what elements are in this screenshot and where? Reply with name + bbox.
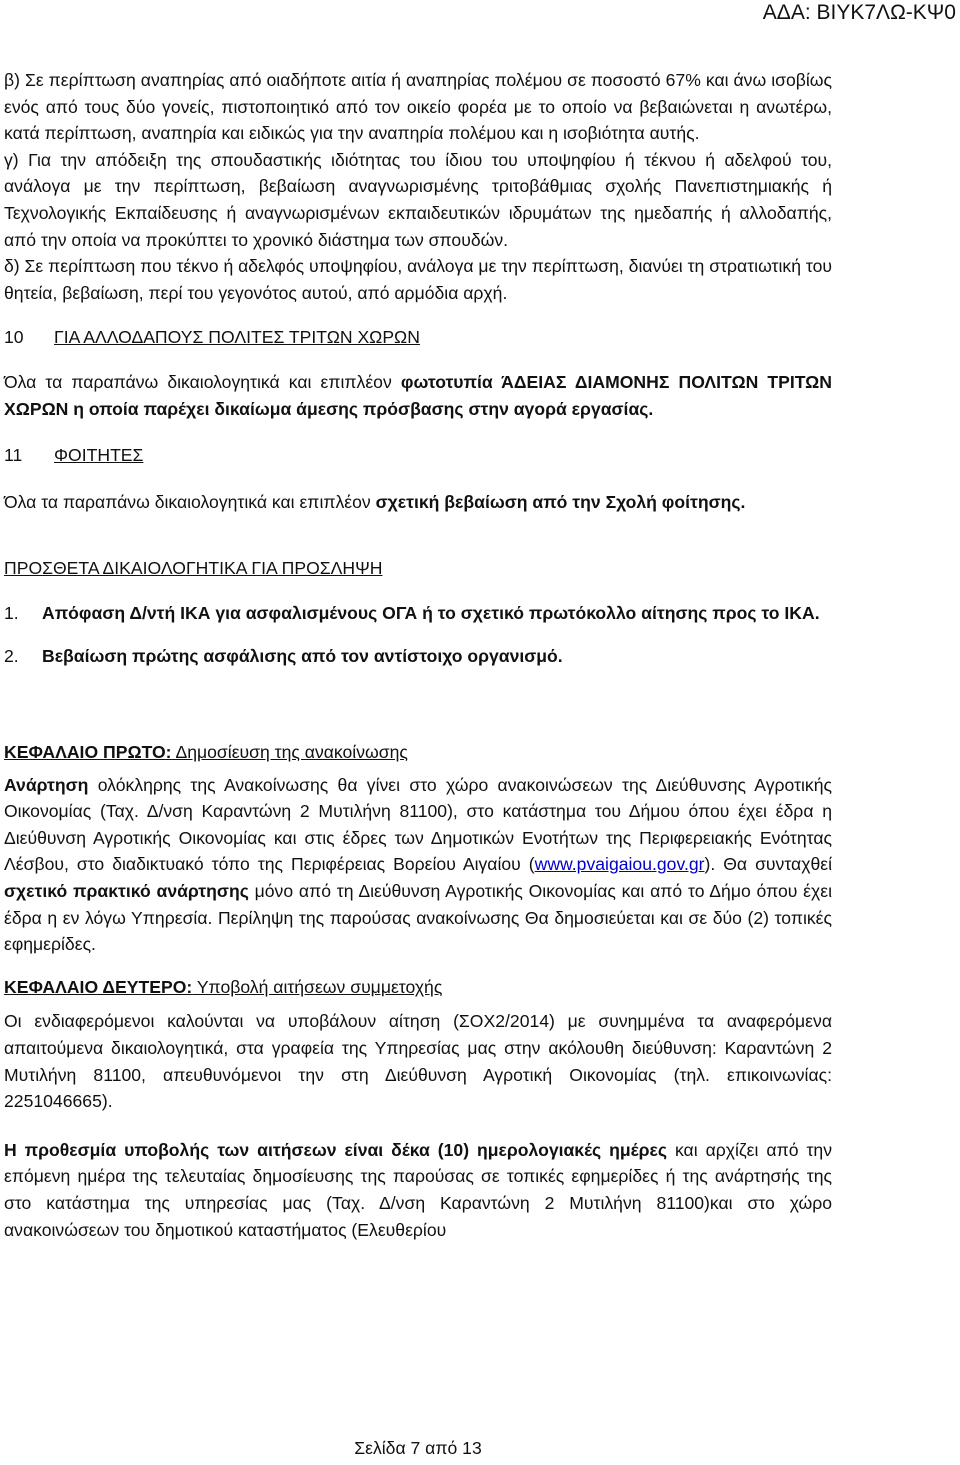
paragraph-d: δ) Σε περίπτωση που τέκνο ή αδελφός υποψηφίου, ανάλογα με την περίπτωση, διανύει τη στρατιωτική του θητεία, βεβαίωση, περί του γεγονότος αυτού, από αρμόδια αρχή. <box>4 256 832 303</box>
section-title: ΦΟΙΤΗΤΕΣ <box>54 445 144 466</box>
section-number: 10 <box>4 327 24 348</box>
extra-docs-heading: ΠΡΟΣΘΕΤΑ ΔΙΚΑΙΟΛΟΓΗΤΙΚΑ ΓΙΑ ΠΡΟΣΛΗΨΗ <box>4 558 383 579</box>
chapter-2-para-2: Η προθεσμία υποβολής των αιτήσεων είναι δέκα (10) ημερολογιακές ημέρες και αρχίζει από την επόμενη ημέρα της τελευταίας δημοσίευσης της παρούσας σε τοπικές εφημερίδες ή της ανάρτησής της στο κατάστημα της υπηρεσίας μας (Ταχ. Δ/νση Καραντώνη 2 Μυτιλήνη 81100)και στο χώρο ανακοινώσεων του δημοτικού καταστήματος (Ελευθερίου <box>4 1139 832 1240</box>
section-11-text: Όλα τα παραπάνω δικαιολογητικά και επιπλέον σχετική βεβαίωση από την Σχολή φοίτησης. <box>4 491 746 512</box>
document-body <box>4 67 832 1243</box>
chapter-2-para-1: Οι ενδιαφερόμενοι καλούνται να υποβάλουν αίτηση (ΣΟΧ2/2014) με συνημμένα τα αναφερόμενα απαιτούμενα δικαιολογητικά, στα γραφεία της Υπηρεσίας μας στην ακόλουθη διεύθυνση: Καραντώνη 2 Μυτιλήνη 81100, απευθυνόμενοι την στη Διεύθυνση Αγροτική Οικονομίας (τηλ. επικοινωνίας: 2251046665). <box>4 1011 832 1112</box>
section-11-heading <box>4 442 832 469</box>
section-10-text: Όλα τα παραπάνω δικαιολογητικά και επιπλέον φωτοτυπία ΆΔΕΙΑΣ ΔΙΑΜΟΝΗΣ ΠΟΛΙΤΩΝ ΤΡΙΤΩΝ ΧΩΡΩΝ η οποία παρέχει δικαίωμα άμεσης πρόσβασης στην αγορά εργασίας. <box>4 371 832 419</box>
paragraph-b: β) Σε περίπτωση αναπηρίας από οιαδήποτε αιτία ή αναπηρίας πολέμου σε ποσοστό 67% και άνω ισοβίως ενός από τους δύο γονείς, πιστοποιητικό από τον οικείο φορέα με το οποίο να βεβαιώνεται η ανωτέρω, κατά περίπτωση, αναπηρία και ειδικώς για την αναπηρία πολέμου και η ισοβιότητα αυτής. <box>4 70 832 144</box>
list-item: 2. Βεβαίωση πρώτης ασφάλισης από τον αντίστοιχο οργανισμό. <box>4 645 563 666</box>
section-number: 11 <box>4 445 23 466</box>
section-10-heading <box>4 324 832 351</box>
section-title: ΓΙΑ ΑΛΛΟΔΑΠΟΥΣ ΠΟΛΙΤΕΣ ΤΡΙΤΩΝ ΧΩΡΩΝ <box>54 327 420 348</box>
page-footer: Σελίδα 7 από 13 <box>354 1438 482 1458</box>
chapter-2-heading: ΚΕΦΑΛΑΙΟ ΔΕΥΤΕΡΟ: Υποβολή αιτήσεων συμμετοχής <box>4 976 443 997</box>
chapter-1-text: Ανάρτηση ολόκληρης της Ανακοίνωσης θα γίνει στο χώρο ανακοινώσεων της Διεύθυνσης Αγροτικής Οικονομίας (Ταχ. Δ/νση Καραντώνη 2 Μυτιλήνη 81100), στο κατάστημα του Δήμου όπου έχει έδρα η Διεύθυνση Αγροτικής Οικονομίας και στις έδρες των Δημοτικών Ενοτήτων της Περιφερειακής Ενότητας Λέσβου, στο διαδικτυακό τόπο της Περιφέρειας Βορείου Αιγαίου (www.pvaigaiou.gov.gr). Θα συνταχθεί σχετικό πρακτικό ανάρτησης μόνο από τη Διεύθυνση Αγροτικής Οικονομίας και από το Δήμο όπου έχει έδρα η εν λόγω Υπηρεσία. Περίληψη της παρούσας ανακοίνωσης Θα δημοσιεύεται και σε δύο (2) τοπικές εφημερίδες. <box>4 774 832 955</box>
list-item: 1. Απόφαση Δ/ντή ΙΚΑ για ασφαλισμένους ΟΓΑ ή το σχετικό πρωτόκολλο αίτησης προς το ΙΚΑ. <box>4 602 820 623</box>
website-link[interactable]: www.pvaigaiou.gov.gr <box>534 854 705 875</box>
chapter-1-heading: ΚΕΦΑΛΑΙΟ ΠΡΩΤΟ: Δημοσίευση της ανακοίνωσης <box>4 742 408 763</box>
ada-header: ΑΔΑ: ΒΙΥΚ7ΛΩ-ΚΨ0 <box>762 1 956 24</box>
paragraph-c: γ) Για την απόδειξη της σπουδαστικής ιδιότητας του ίδιου του υποψηφίου ή τέκνου ή αδελφού του, ανάλογα με την περίπτωση, βεβαίωση αναγνωρισμένης τριτοβάθμιας σχολής Πανεπιστημιακής ή Τεχνολογικής Εκπαίδευσης ή αναγνωρισμένων εκπαιδευτικών ιδρυμάτων της ημεδαπής ή αλλοδαπής, από την οποία να προκύπτει το χρονικό διάστημα των σπουδών. <box>4 149 832 250</box>
